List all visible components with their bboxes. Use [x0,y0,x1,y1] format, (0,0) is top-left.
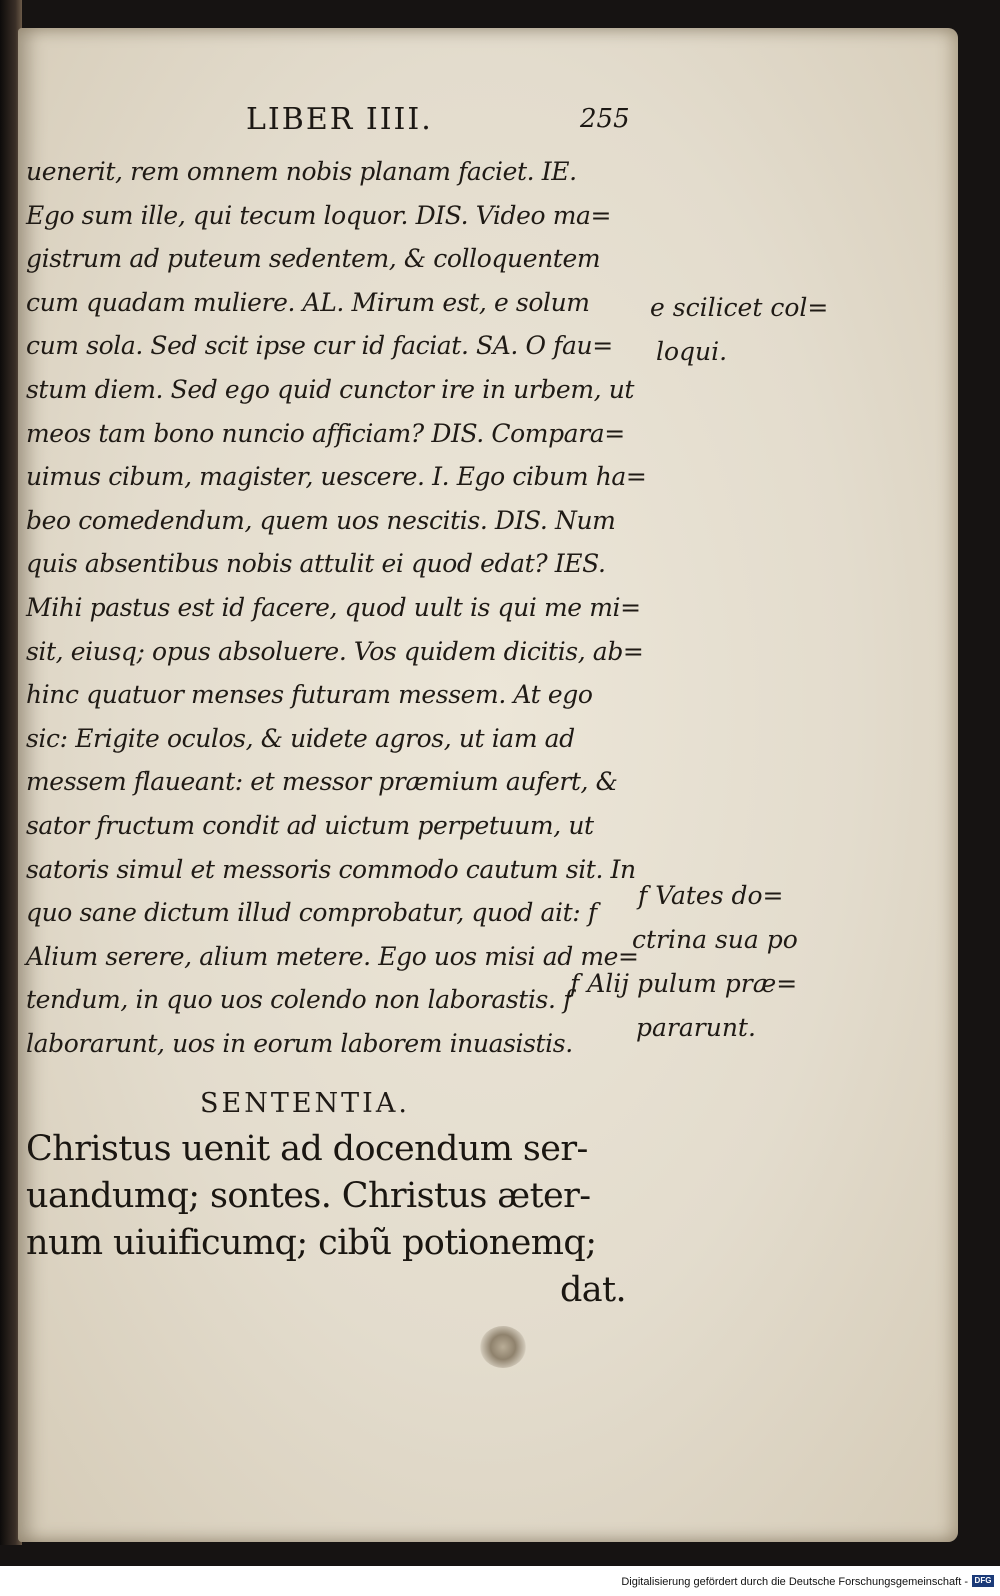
text-line: sator fructum condit ad uictum perpetuum, ut [26,810,594,840]
text-line: hinc quatuor menses futuram messem. At ego [26,680,593,710]
sententia-line: Christus uenit ad docendum ser- [26,1129,588,1169]
main-text-block [26,150,656,1065]
marginal-note: f Vates do= [638,881,784,910]
marginal-note: loqui. [656,337,728,366]
text-line: tendum, in quo uos colendo non laborastis. f [26,985,572,1015]
text-line: Mihi pastus est id facere, quod uult is qui me mi= [26,592,641,622]
text-line: quis absentibus nobis attulit ei quod edat? IES. [26,549,606,579]
page-number: 255 [580,104,630,134]
marginal-note: f Alij pulum præ= [570,969,798,998]
text-line: Alium serere, alium metere. Ego uos misi ad me= [26,941,639,971]
footer-bar [0,1566,1000,1596]
text-line: cum sola. Sed scit ipse cur id faciat. SA. O fau= [26,331,613,361]
text-line: sic: Erigite oculos, & uidete agros, ut iam ad [26,723,575,753]
text-line: beo comedendum, quem uos nescitis. DIS. Num [26,505,616,535]
text-line: uenerit, rem omnem nobis planam faciet. IE. [26,157,577,186]
text-line: meos tam bono nuncio afficiam? DIS. Compara= [26,418,625,448]
running-header [0,100,1000,140]
sententia-line: num uiuificumq; cibũ potionemq; [26,1223,597,1263]
sententia-line: uandumq; sontes. Christus æter- [26,1176,591,1216]
running-title: LIBER IIII. [246,102,433,137]
marginal-note: pararunt. [636,1013,756,1042]
text-line: quo sane dictum illud comprobatur, quod ait: f [26,898,597,928]
marginal-note: e scilicet col= [650,293,829,322]
digitization-credit: Digitalisierung gefördert durch die Deutsche Forschungsgemeinschaft - [621,1576,968,1588]
text-line: stum diem. Sed ego quid cunctor ire in urbem, ut [26,374,635,404]
sententia-block [26,1126,626,1314]
text-line: laborarunt, uos in eorum laborem inuasistis. [26,1028,573,1058]
paper-stain [480,1326,526,1368]
text-line: cum quadam muliere. AL. Mirum est, e solum [26,287,590,317]
text-line: satoris simul et messoris commodo cautum sit. In [26,854,636,884]
text-line: sit, eiusq; opus absoluere. Vos quidem dicitis, ab= [26,636,644,666]
text-line: gistrum ad puteum sedentem, & colloquentem [26,244,601,274]
marginal-note: ctrina sua po [632,925,798,954]
text-line: uimus cibum, magister, uescere. I. Ego cibum ha= [26,462,647,492]
text-line: Ego sum ille, qui tecum loquor. DIS. Video ma= [26,200,612,230]
dfg-logo-icon: DFG [972,1575,994,1587]
sententia-line: dat. [559,1270,626,1310]
sententia-heading: SENTENTIA. [200,1088,410,1119]
text-line: messem flaueant: et messor præmium aufert, & [26,767,618,797]
